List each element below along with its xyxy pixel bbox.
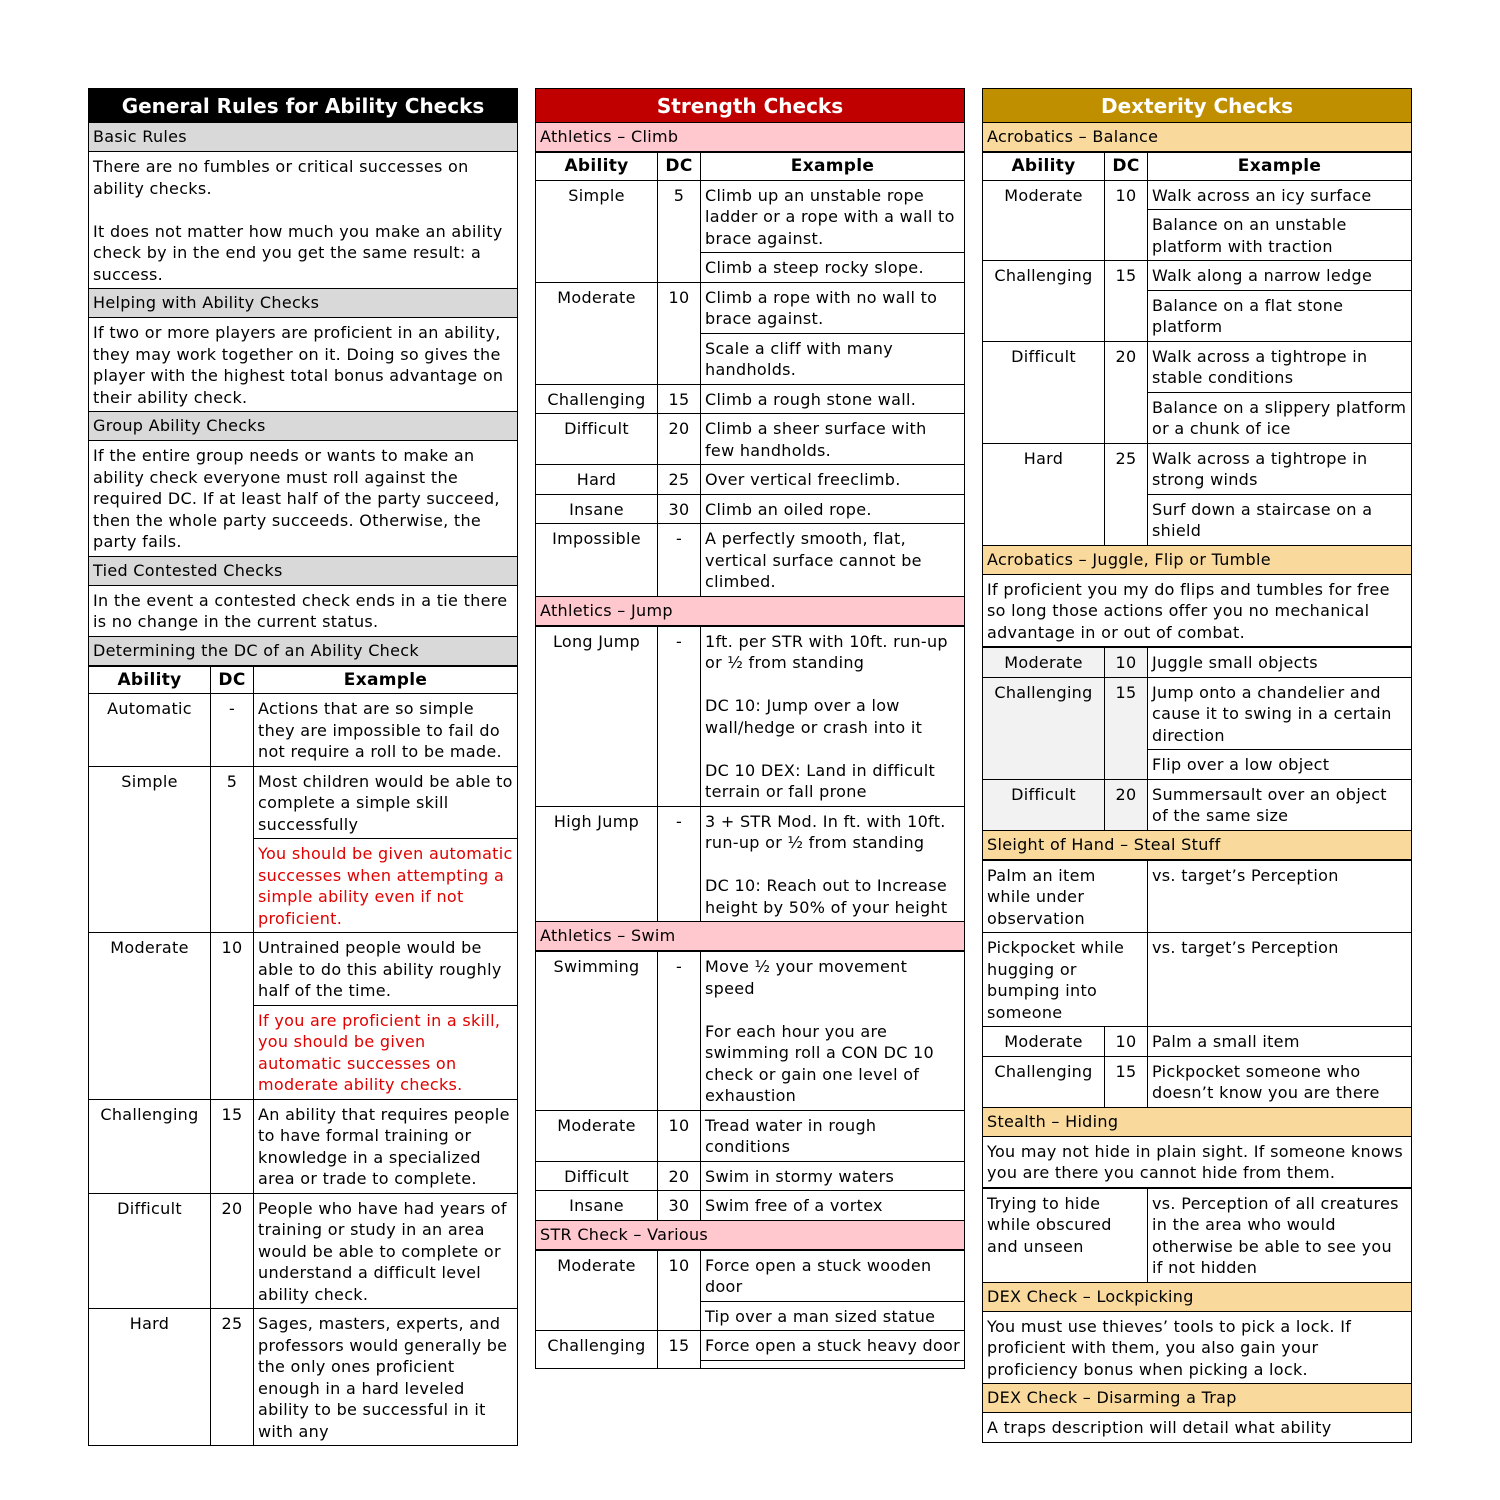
rules-table <box>88 666 518 1447</box>
table-row <box>983 1056 1412 1107</box>
table-header-row <box>536 153 965 181</box>
ability-level: Moderate <box>536 282 658 384</box>
example-text: Walk across an icy surface <box>1148 180 1412 210</box>
table-row <box>536 1331 965 1361</box>
example-text: Climb up an unstable rope ladder or a rope with a wall to brace against. <box>701 180 965 253</box>
table-row <box>983 779 1412 830</box>
ability-level: Simple <box>89 766 211 933</box>
dc-value: 25 <box>211 1309 254 1446</box>
table-row <box>536 1191 965 1221</box>
ability-level: Difficult <box>536 414 658 465</box>
table-row <box>536 1110 965 1161</box>
example-text: Over vertical freeclimb. <box>701 465 965 495</box>
ability-level: Swimming <box>536 952 658 1111</box>
ability-level: Impossible <box>536 524 658 597</box>
table-row <box>983 933 1412 1027</box>
ability-level: Difficult <box>536 1161 658 1191</box>
example-text: Balance on a slippery platform or a chunk of ice <box>1148 392 1412 443</box>
ability-level: Moderate <box>536 1110 658 1161</box>
dc-value: 10 <box>658 1110 701 1161</box>
section-title: Sleight of Hand – Steal Stuff <box>982 831 1412 860</box>
example-text: Balance on a flat stone platform <box>1148 290 1412 341</box>
column-title: Strength Checks <box>535 88 965 123</box>
dc-value: 10 <box>658 282 701 384</box>
table-row <box>536 180 965 253</box>
example-text: vs. target’s Perception <box>1148 860 1412 933</box>
dc-value: - <box>658 626 701 806</box>
example-text: Balance on an unstable platform with traction <box>1148 210 1412 261</box>
example-text: An ability that requires people to have formal training or knowledge in a specialized area or trade to complete. <box>254 1099 518 1193</box>
table-header-row <box>983 153 1412 181</box>
table-row <box>89 766 518 839</box>
table-row <box>536 524 965 597</box>
ability-level: Hard <box>89 1309 211 1446</box>
section-title: DEX Check – Lockpicking <box>982 1283 1412 1312</box>
table-row <box>983 261 1412 291</box>
dexterity-checks-column <box>982 88 1412 1443</box>
dc-value: 20 <box>211 1193 254 1309</box>
section-title: Athletics – Climb <box>535 123 965 152</box>
rules-table <box>982 647 1412 831</box>
dc-value: 10 <box>1105 180 1148 261</box>
example-text: Palm a small item <box>1148 1027 1412 1057</box>
dc-value: 20 <box>1105 341 1148 443</box>
example-text: 1ft. per STR with 10ft. run-up or ½ from standing DC 10: Jump over a low wall/hedge or crash into it DC 10 DEX: Land in difficult terrain or fall prone <box>701 626 965 806</box>
ability-level: Hard <box>983 443 1105 545</box>
row-label: Palm an item while under observation <box>983 860 1148 933</box>
ability-level: Hard <box>536 465 658 495</box>
example-text: Climb an oiled rope. <box>701 494 965 524</box>
table-row <box>536 494 965 524</box>
ability-level: Moderate <box>536 1250 658 1331</box>
dc-value: 10 <box>658 1250 701 1331</box>
ability-level: Insane <box>536 1191 658 1221</box>
example-text: Climb a rope with no wall to brace against. <box>701 282 965 333</box>
example-text: Move ½ your movement speed For each hour you are swimming roll a CON DC 10 check or gain one level of exhaustion <box>701 952 965 1111</box>
dc-value: - <box>658 524 701 597</box>
ability-level: Challenging <box>536 1331 658 1369</box>
ability-level: Challenging <box>983 677 1105 779</box>
column-header-dc: DC <box>1105 153 1148 181</box>
section-title: Athletics – Jump <box>535 597 965 626</box>
section-text: There are no fumbles or critical successes on ability checks. It does not matter how much you make an ability check by in the end you get the same result: a success. <box>88 152 518 289</box>
section-title: Acrobatics – Balance <box>982 123 1412 152</box>
ability-level: Challenging <box>983 1056 1105 1107</box>
dc-value: 10 <box>211 933 254 1100</box>
ability-level: Moderate <box>89 933 211 1100</box>
section-text: You must use thieves’ tools to pick a lock. If proficient with them, you also gain your proficiency bonus when picking a lock. <box>982 1312 1412 1385</box>
example-text: Walk along a narrow ledge <box>1148 261 1412 291</box>
example-text: Surf down a staircase on a shield <box>1148 494 1412 545</box>
table-row <box>536 414 965 465</box>
dc-value: 20 <box>1105 779 1148 830</box>
table-row <box>983 677 1412 750</box>
table-row <box>983 341 1412 392</box>
dc-value: 15 <box>211 1099 254 1193</box>
example-text: Tread water in rough conditions <box>701 1110 965 1161</box>
dc-value: 5 <box>211 766 254 933</box>
example-text: Pickpocket someone who doesn’t know you are there <box>1148 1056 1412 1107</box>
table-row <box>536 1250 965 1301</box>
example-text: People who have had years of training or study in an area would be able to complete or understand a difficult level ability check. <box>254 1193 518 1309</box>
ability-level: Insane <box>536 494 658 524</box>
column-header-dc: DC <box>658 153 701 181</box>
table-row <box>983 648 1412 678</box>
section-title: Group Ability Checks <box>88 412 518 441</box>
dc-value: 5 <box>658 180 701 282</box>
dc-value: 20 <box>658 414 701 465</box>
table-row <box>983 860 1412 933</box>
table-row <box>536 1161 965 1191</box>
example-text: Swim in stormy waters <box>701 1161 965 1191</box>
example-text: vs. target’s Perception <box>1148 933 1412 1027</box>
row-label: Pickpocket while hugging or bumping into someone <box>983 933 1148 1027</box>
section-title: Stealth – Hiding <box>982 1108 1412 1137</box>
table-row <box>536 806 965 922</box>
section-title: Tied Contested Checks <box>88 557 518 586</box>
table-row <box>983 1188 1412 1282</box>
example-text: Climb a steep rocky slope. <box>701 253 965 283</box>
example-text: Juggle small objects <box>1148 648 1412 678</box>
section-text: In the event a contested check ends in a tie there is no change in the current status. <box>88 586 518 637</box>
ability-level: High Jump <box>536 806 658 922</box>
table-row <box>89 1099 518 1193</box>
column-header-dc: DC <box>211 666 254 694</box>
warning-note: You should be given automatic successes when attempting a simple ability even if not proficient. <box>254 839 518 933</box>
example-text: Most children would be able to complete a simple skill successfully <box>254 766 518 839</box>
example-text: Scale a cliff with many handholds. <box>701 333 965 384</box>
section-text: You may not hide in plain sight. If someone knows you are there you cannot hide from them. <box>982 1137 1412 1188</box>
general-rules-column <box>88 88 518 1446</box>
section-title: Basic Rules <box>88 123 518 152</box>
example-text: Walk across a tightrope in strong winds <box>1148 443 1412 494</box>
table-header-row <box>89 666 518 694</box>
section-title: Acrobatics – Juggle, Flip or Tumble <box>982 546 1412 575</box>
table-row <box>89 1309 518 1446</box>
rules-table <box>535 152 965 597</box>
rules-table <box>982 152 1412 546</box>
table-row <box>89 694 518 767</box>
column-header-example: Example <box>254 666 518 694</box>
table-row <box>983 180 1412 210</box>
example-text: Walk across a tightrope in stable conditions <box>1148 341 1412 392</box>
dc-value: 15 <box>1105 1056 1148 1107</box>
ability-level: Challenging <box>89 1099 211 1193</box>
column-header-ability: Ability <box>983 153 1105 181</box>
example-text: Jump onto a chandelier and cause it to swing in a certain direction <box>1148 677 1412 750</box>
dc-value: 25 <box>658 465 701 495</box>
example-text: A perfectly smooth, flat, vertical surface cannot be climbed. <box>701 524 965 597</box>
ability-level: Simple <box>536 180 658 282</box>
ability-level: Moderate <box>983 180 1105 261</box>
example-text: Tip over a man sized statue <box>701 1301 965 1331</box>
column-title: Dexterity Checks <box>982 88 1412 123</box>
ability-level: Moderate <box>983 648 1105 678</box>
table-row <box>536 282 965 333</box>
example-text: vs. Perception of all creatures in the area who would otherwise be able to see you if not hidden <box>1148 1188 1412 1282</box>
example-text: Climb a rough stone wall. <box>701 384 965 414</box>
dc-value: 20 <box>658 1161 701 1191</box>
example-text: Untrained people would be able to do this ability roughly half of the time. <box>254 933 518 1006</box>
dc-value: 15 <box>658 384 701 414</box>
example-text: Force open a stuck heavy door <box>701 1331 965 1361</box>
ability-level: Long Jump <box>536 626 658 806</box>
column-title: General Rules for Ability Checks <box>88 88 518 123</box>
dc-value: 25 <box>1105 443 1148 545</box>
table-row <box>89 1193 518 1309</box>
dc-value: 15 <box>1105 677 1148 779</box>
warning-note: If you are proficient in a skill, you should be given automatic successes on moderate ability checks. <box>254 1005 518 1099</box>
table-row <box>983 443 1412 494</box>
example-text: 3 + STR Mod. In ft. with 10ft. run-up or ½ from standing DC 10: Reach out to Increase height by 50% of your height <box>701 806 965 922</box>
ability-level: Challenging <box>983 261 1105 342</box>
ability-level: Difficult <box>983 341 1105 443</box>
dc-value: 10 <box>1105 1027 1148 1057</box>
dc-value: - <box>658 806 701 922</box>
section-title: Helping with Ability Checks <box>88 289 518 318</box>
dc-value: 30 <box>658 494 701 524</box>
section-title: STR Check – Various <box>535 1221 965 1250</box>
section-text: If proficient you my do flips and tumbles for free so long those actions offer you no mechanical advantage in or out of combat. <box>982 575 1412 648</box>
ability-level: Difficult <box>983 779 1105 830</box>
example-text: Force open a stuck wooden door <box>701 1250 965 1301</box>
dc-value: - <box>658 952 701 1111</box>
ability-level: Moderate <box>983 1027 1105 1057</box>
column-header-example: Example <box>701 153 965 181</box>
example-text: Flip over a low object <box>1148 750 1412 780</box>
column-header-ability: Ability <box>89 666 211 694</box>
section-text: A traps description will detail what ability <box>982 1413 1412 1443</box>
section-text: If the entire group needs or wants to make an ability check everyone must roll against the required DC. If at least half of the party succeed, then the whole party succeeds. Otherwise, the party fails. <box>88 441 518 557</box>
section-title: Athletics – Swim <box>535 922 965 951</box>
ability-level: Automatic <box>89 694 211 767</box>
example-text: Actions that are so simple they are impossible to fail do not require a roll to be made. <box>254 694 518 767</box>
rules-table <box>535 951 965 1221</box>
table-row <box>89 933 518 1006</box>
section-title: DEX Check – Disarming a Trap <box>982 1384 1412 1413</box>
table-row <box>536 384 965 414</box>
dc-value: - <box>211 694 254 767</box>
example-text <box>701 1360 965 1368</box>
table-row <box>536 952 965 1111</box>
table-row <box>983 1027 1412 1057</box>
strength-checks-column <box>535 88 965 1369</box>
dc-value: 15 <box>658 1331 701 1369</box>
column-header-example: Example <box>1148 153 1412 181</box>
ability-level: Challenging <box>536 384 658 414</box>
example-text: Sages, masters, experts, and professors would generally be the only ones proficient enough in a hard leveled ability to be successful in it with any <box>254 1309 518 1446</box>
table-row <box>536 626 965 806</box>
example-text: Climb a sheer surface with few handholds. <box>701 414 965 465</box>
section-title: Determining the DC of an Ability Check <box>88 637 518 666</box>
rules-table <box>982 860 1412 1108</box>
ability-level: Difficult <box>89 1193 211 1309</box>
dc-value: 30 <box>658 1191 701 1221</box>
section-text: If two or more players are proficient in an ability, they may work together on it. Doing so gives the player with the highest total bonus advantage on their ability check. <box>88 318 518 412</box>
rules-table <box>535 626 965 923</box>
table-row <box>536 465 965 495</box>
example-text: Swim free of a vortex <box>701 1191 965 1221</box>
rules-table <box>982 1188 1412 1283</box>
column-header-ability: Ability <box>536 153 658 181</box>
rules-table <box>535 1250 965 1369</box>
example-text: Summersault over an object of the same size <box>1148 779 1412 830</box>
row-label: Trying to hide while obscured and unseen <box>983 1188 1148 1282</box>
dc-value: 10 <box>1105 648 1148 678</box>
dc-value: 15 <box>1105 261 1148 342</box>
